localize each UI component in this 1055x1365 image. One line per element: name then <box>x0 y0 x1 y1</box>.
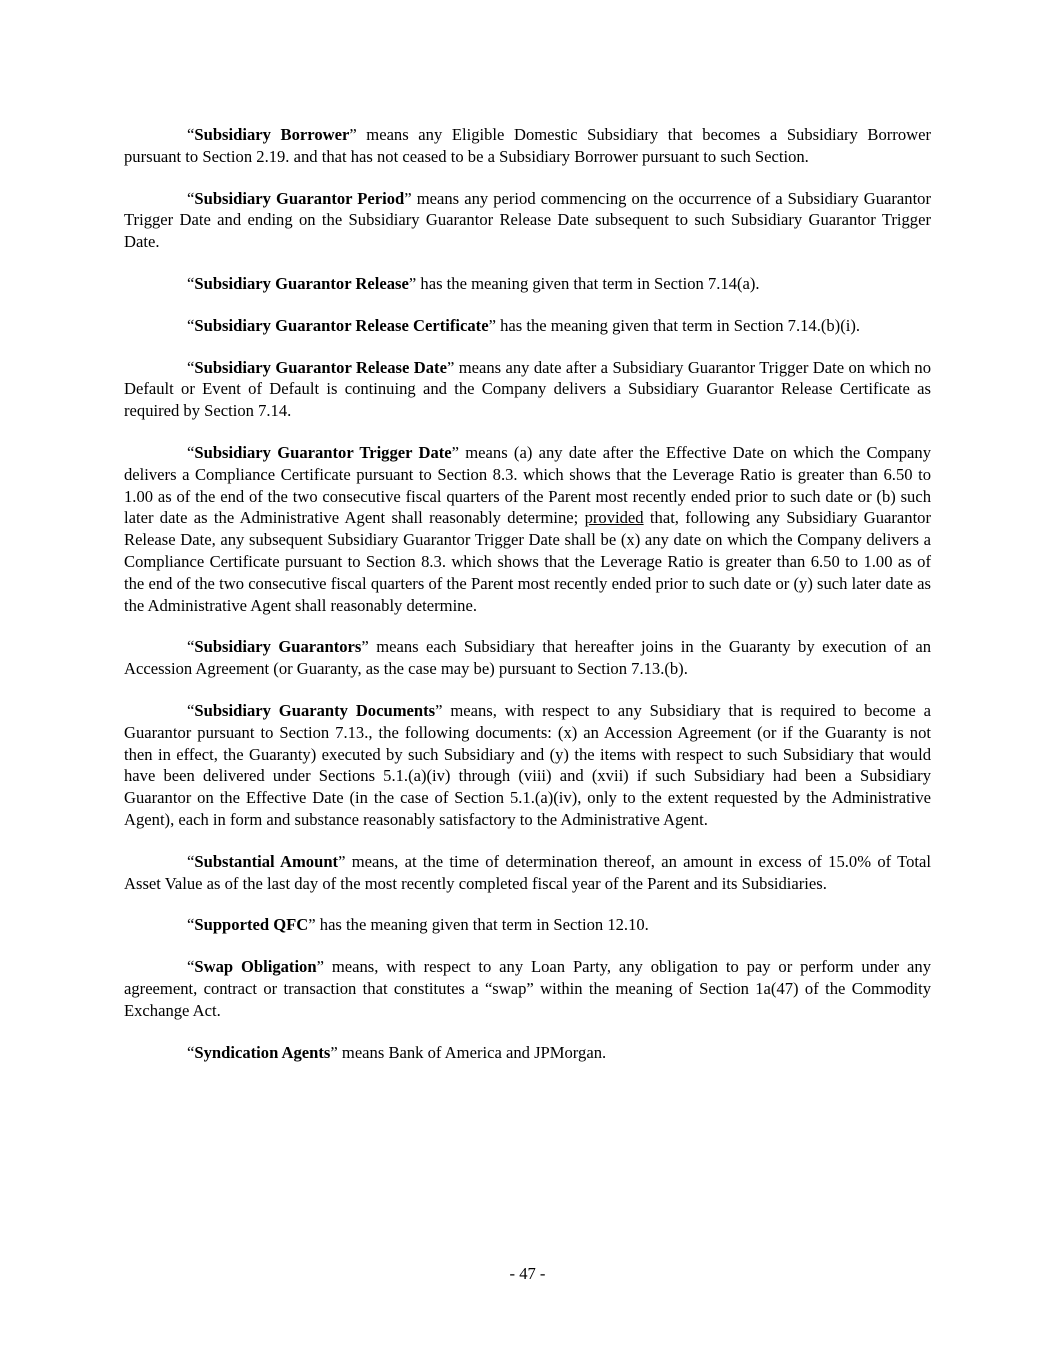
definition-text: means, with respect to any Subsidiary that is required to become a Guarantor pursuant to Section 7.13., the following documents: (x) an Accession Agreement (or if the Guaranty is not then in effect, the Guaranty) executed by such Subsidiary and (y) the items with respect to such Subsidiary that would have been delivered under Sections 5.1.(a)(iv) through (viii) and (xvii) if such Subsidiary had been a Subsidiary Guarantor on the Effective Date (in the case of Section 5.1.(a)(iv), only to the extent requested by the Administrative Agent), each in form and substance reasonably satisfactory to the Administrative Agent. <box>124 700 931 829</box>
definition-text: has the meaning given that term in Section 7.14.(b)(i). <box>495 315 861 335</box>
definition-subsidiary-borrower: “Subsidiary Borrower” means any Eligible Domestic Subsidiary that becomes a Subsidiary Borrower pursuant to Section 2.19. and that has not ceased to be a Subsidiary Borrower pursuant to such Section. <box>124 125 931 166</box>
document-page <box>124 124 931 1083</box>
defined-term: Subsidiary Guarantor Release <box>194 273 409 293</box>
defined-term: Subsidiary Guarantor Trigger Date <box>194 442 452 462</box>
defined-term: Subsidiary Guarantor Release Certificate <box>194 315 489 335</box>
definition-text-continued: that, following any Subsidiary Guarantor Release Date, any subsequent Subsidiary Guarantor Trigger Date shall be (x) any date on which the Company delivers a Compliance Certificate pursuant to Section 8.3. which shows that the Leverage Ratio is greater than 6.50 to 1.00 as of the end of the two consecutive fiscal quarters of the Parent most recently ended prior to such date or (y) such later date as the Administrative Agent shall reasonably determine. <box>124 508 931 615</box>
defined-term: Swap Obligation <box>194 957 317 977</box>
definition-text: means each Subsidiary that hereafter joins in the Guaranty by execution of an Accession Agreement (or Guaranty, as the case may be) pursuant to Section 7.13.(b). <box>124 637 931 679</box>
definition-text: means any Eligible Domestic Subsidiary that becomes a Subsidiary Borrower pursuant to Section 2.19. and that has not ceased to be a Subsidiary Borrower pursuant to such Section. <box>124 125 931 166</box>
defined-term: Subsidiary Borrower <box>194 125 350 144</box>
definition-subsidiary-guarantor-trigger-date: “Subsidiary Guarantor Trigger Date” means (a) any date after the Effective Date on which the Company delivers a Compliance Certificate pursuant to Section 8.3. which shows that the Leverage Ratio is greater than 6.50 to 1.00 as of the end of the two consecutive fiscal quarters of the Parent most recently ended prior to such date or (b) such later date as the Administrative Agent shall reasonably determine; provided that, following any Subsidiary Guarantor Release Date, any subsequent Subsidiary Guarantor Trigger Date shall be (x) any date on which the Company delivers a Compliance Certificate pursuant to Section 8.3. which shows that the Leverage Ratio is greater than 6.50 to 1.00 as of the end of the two consecutive fiscal quarters of the Parent most recently ended prior to such date or (y) such later date as the Administrative Agent shall reasonably determine. <box>124 442 931 615</box>
definition-subsidiary-guaranty-documents: “Subsidiary Guaranty Documents” means, with respect to any Subsidiary that is required to become a Guarantor pursuant to Section 7.13., the following documents: (x) an Accession Agreement (or if the Guaranty is not then in effect, the Guaranty) executed by such Subsidiary and (y) the items with respect to such Subsidiary that would have been delivered under Sections 5.1.(a)(iv) through (viii) and (xvii) if such Subsidiary had been a Subsidiary Guarantor on the Effective Date (in the case of Section 5.1.(a)(iv), only to the extent requested by the Administrative Agent), each in form and substance reasonably satisfactory to the Administrative Agent. <box>124 700 931 829</box>
defined-term: Supported QFC <box>194 915 309 935</box>
definition-text: means any date after a Subsidiary Guarantor Trigger Date on which no Default or Event of Default is continuing and the Company delivers a Subsidiary Guarantor Release Certificate as required by Section 7.14. <box>124 357 932 421</box>
definition-syndication-agents: “Syndication Agents” means Bank of America and JPMorgan. <box>187 1042 607 1062</box>
definition-text: means any period commencing on the occurrence of a Subsidiary Guarantor Trigger Date and ending on the Subsidiary Guarantor Release Date subsequent to such Subsidiary Guarantor Trigger Date. <box>124 188 932 252</box>
definition-text: means, with respect to any Loan Party, any obligation to pay or perform under any agreement, contract or transaction that constitutes a “swap” within the meaning of Section 1a(47) of the Commodity Exchange Act. <box>124 957 932 1020</box>
definition-subsidiary-guarantor-release-certificate: “Subsidiary Guarantor Release Certificate” has the meaning given that term in Section 7.14.(b)(i). <box>187 315 861 335</box>
defined-term: Subsidiary Guarantor Release Date <box>194 357 447 377</box>
definition-subsidiary-guarantor-release-date: “Subsidiary Guarantor Release Date” means any date after a Subsidiary Guarantor Trigger Date on which no Default or Event of Default is continuing and the Company delivers a Subsidiary Guarantor Release Certificate as required by Section 7.14. <box>124 357 932 421</box>
definition-text: means (a) any date after the Effective Date on which the Company delivers a Compliance Certificate pursuant to Section 8.3. which shows that the Leverage Ratio is greater than 6.50 to 1.00 as of the end of the two consecutive fiscal quarters of the Parent most recently ended prior to such date or (b) such later date as the Administrative Agent shall reasonably determine; <box>124 442 931 528</box>
defined-term: Subsidiary Guarantors <box>194 637 362 657</box>
definition-subsidiary-guarantors: “Subsidiary Guarantors” means each Subsidiary that hereafter joins in the Guaranty by execution of an Accession Agreement (or Guaranty, as the case may be) pursuant to Section 7.13.(b). <box>124 637 931 679</box>
defined-term: Subsidiary Guaranty Documents <box>194 700 436 720</box>
defined-term: Substantial Amount <box>194 851 339 871</box>
definition-supported-qfc: “Supported QFC” has the meaning given that term in Section 12.10. <box>187 915 649 935</box>
definition-text: has the meaning given that term in Section 12.10. <box>315 915 649 935</box>
definition-swap-obligation: “Swap Obligation” means, with respect to any Loan Party, any obligation to pay or perform under any agreement, contract or transaction that constitutes a “swap” within the meaning of Section 1a(47) of the Commodity Exchange Act. <box>124 957 932 1020</box>
page-number: - 47 - <box>509 1264 546 1283</box>
definition-text: has the meaning given that term in Section 7.14(a). <box>416 273 760 293</box>
defined-term: Syndication Agents <box>194 1042 331 1062</box>
definition-subsidiary-guarantor-release: “Subsidiary Guarantor Release” has the meaning given that term in Section 7.14(a). <box>187 273 760 293</box>
definition-text: means, at the time of determination thereof, an amount in excess of 15.0% of Total Asset Value as of the last day of the most recently completed fiscal year of the Parent and its Subsidiaries. <box>124 851 932 893</box>
defined-term: Subsidiary Guarantor Period <box>194 188 405 208</box>
definition-substantial-amount: “Substantial Amount” means, at the time of determination thereof, an amount in excess of 15.0% of Total Asset Value as of the last day of the most recently completed fiscal year of the Parent and its Subsidiaries. <box>124 851 932 893</box>
definition-text: means Bank of America and JPMorgan. <box>337 1042 607 1062</box>
provided-underlined: provided <box>584 508 644 528</box>
definition-subsidiary-guarantor-period: “Subsidiary Guarantor Period” means any period commencing on the occurrence of a Subsidiary Guarantor Trigger Date and ending on the Subsidiary Guarantor Release Date subsequent to such Subsidiary Guarantor Trigger Date. <box>124 188 932 252</box>
